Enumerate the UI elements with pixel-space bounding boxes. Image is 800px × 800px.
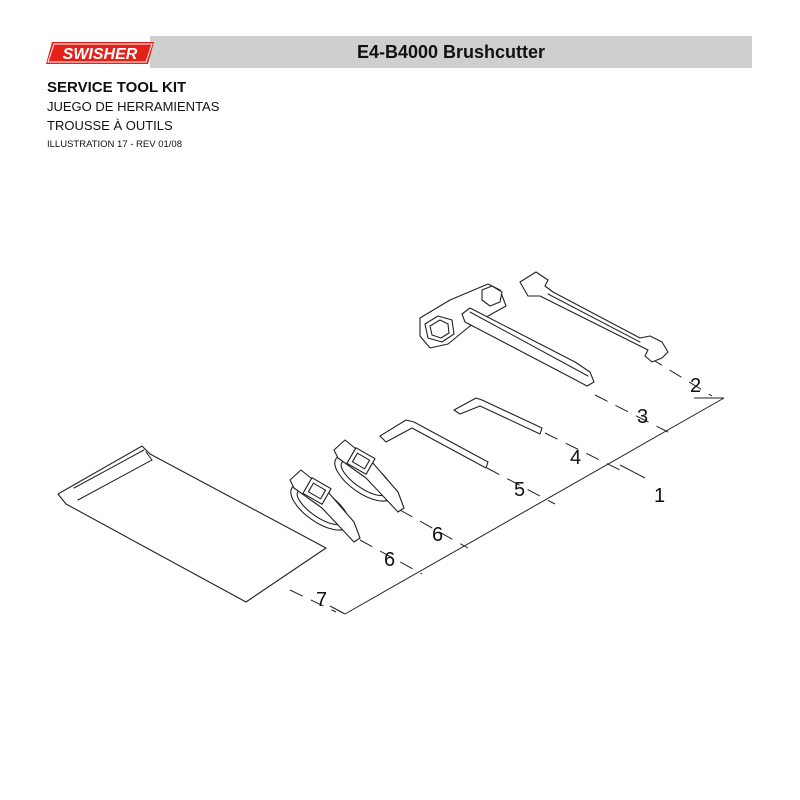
logo-text: SWISHER	[62, 46, 138, 63]
strap-upper	[328, 440, 404, 512]
callout-2: 2	[690, 375, 702, 397]
callout-5: 5	[514, 479, 526, 501]
callout-6-lower: 6	[384, 549, 396, 571]
leader-7	[290, 590, 336, 612]
leader-3	[595, 395, 668, 432]
leader-2	[650, 358, 712, 396]
hex-key-large	[380, 420, 488, 468]
callout-6-upper: 6	[432, 524, 444, 546]
title-spanish: JUEGO DE HERRAMIENTAS	[47, 99, 220, 114]
callout-3: 3	[637, 406, 649, 428]
hex-key-small	[454, 398, 542, 434]
leader-1	[620, 465, 645, 478]
callout-7: 7	[316, 589, 328, 611]
model-title: E4-B4000 Brushcutter	[356, 42, 546, 62]
title-english: SERVICE TOOL KIT	[47, 79, 187, 96]
illustration-number: ILLUSTRATION 17 - REV 01/08	[47, 139, 182, 150]
callout-4: 4	[570, 447, 582, 469]
tool-bag	[58, 446, 326, 602]
callout-1: 1	[654, 485, 666, 507]
title-french: TROUSSE À OUTILS	[47, 118, 173, 133]
leader-4	[545, 433, 620, 470]
